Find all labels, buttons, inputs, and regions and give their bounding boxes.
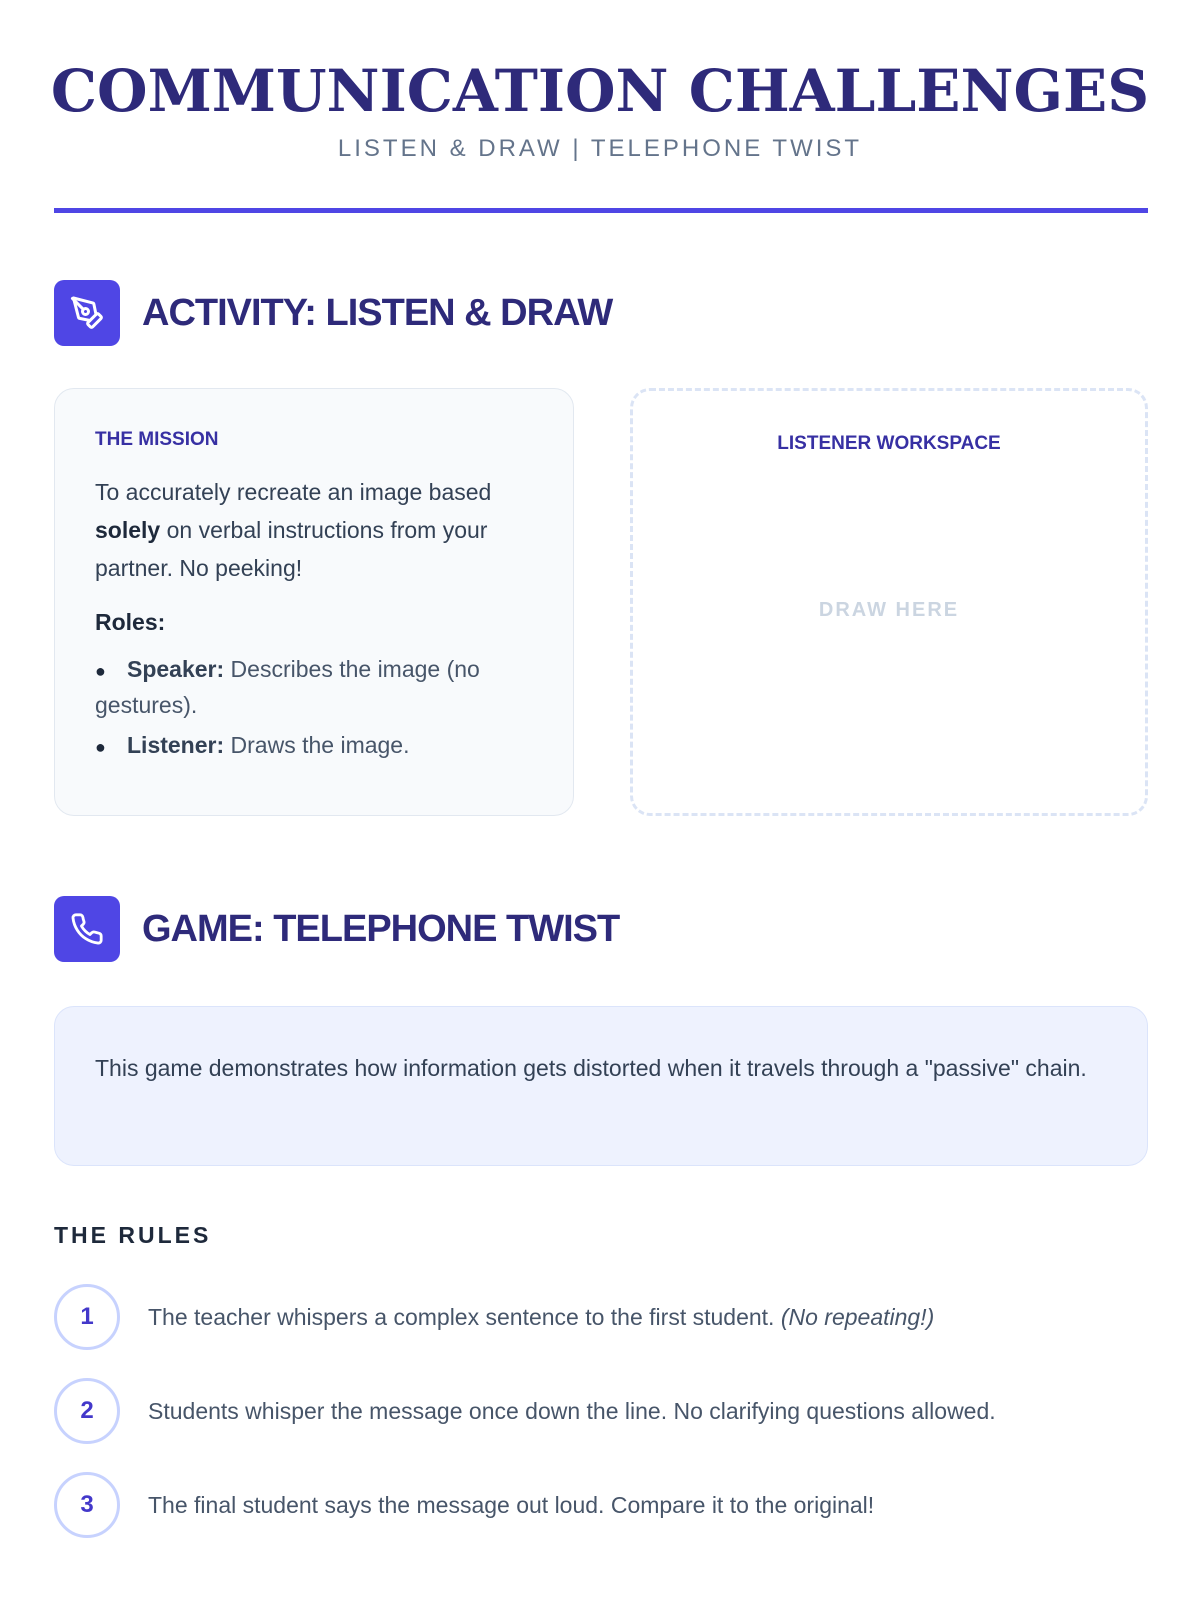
role-name: Speaker: <box>127 656 225 682</box>
role-name: Listener: <box>127 732 225 758</box>
role-description: Draws the image. <box>224 732 410 758</box>
step-number: 3 <box>54 1472 120 1538</box>
page-title: COMMUNICATION CHALLENGES <box>50 57 1150 125</box>
page-subtitle: LISTEN & DRAW | TELEPHONE TWIST <box>337 135 863 162</box>
mission-card <box>54 388 574 816</box>
mission-label: THE MISSION <box>95 429 219 450</box>
rule-text <box>148 1398 996 1425</box>
rule-text-main: Students whisper the message once down the line. No clarifying questions allowed. <box>148 1397 996 1424</box>
role-description: Describes the image (no gestures). <box>95 656 480 718</box>
rule-text-main: The final student says the message out loud. Compare it to the original! <box>148 1491 875 1518</box>
rule-text-main: The teacher whispers a complex sentence to the first student. <box>148 1303 781 1330</box>
workspace-label: LISTENER WORKSPACE <box>777 433 1001 454</box>
bullet-icon: ● <box>95 661 106 681</box>
header-divider <box>54 208 1148 213</box>
game-title: GAME: TELEPHONE TWIST <box>142 907 620 950</box>
rule-item <box>54 1378 996 1444</box>
rule-note: (No repeating!) <box>780 1303 935 1330</box>
game-section-header <box>54 896 619 962</box>
mission-text-end: on verbal instructions from your partner. No peeking! <box>95 517 488 581</box>
rule-text <box>148 1304 934 1331</box>
phone-icon <box>54 896 120 962</box>
page-header <box>0 0 1200 164</box>
mission-text-start: To accurately recreate an image based <box>95 479 492 505</box>
rules-heading: THE RULES <box>54 1222 212 1248</box>
mission-text <box>95 473 533 587</box>
listener-workspace[interactable] <box>630 388 1148 816</box>
mission-text-emphasis: solely <box>95 517 161 543</box>
rule-item <box>54 1472 874 1538</box>
rule-item <box>54 1284 934 1350</box>
list-item <box>95 652 533 722</box>
game-description: This game demonstrates how information gets distorted when it travels through a "passive" chain. <box>54 1006 1148 1166</box>
roles-list <box>95 652 533 764</box>
activity-section-header <box>54 280 612 346</box>
list-item <box>95 728 533 764</box>
pen-tool-icon <box>54 280 120 346</box>
activity-title: ACTIVITY: LISTEN & DRAW <box>142 291 613 334</box>
rule-text <box>148 1492 874 1519</box>
roles-label: Roles: <box>95 609 166 635</box>
step-number: 2 <box>54 1378 120 1444</box>
step-number: 1 <box>54 1284 120 1350</box>
bullet-icon: ● <box>95 737 106 757</box>
draw-here-placeholder: DRAW HERE <box>818 599 960 621</box>
